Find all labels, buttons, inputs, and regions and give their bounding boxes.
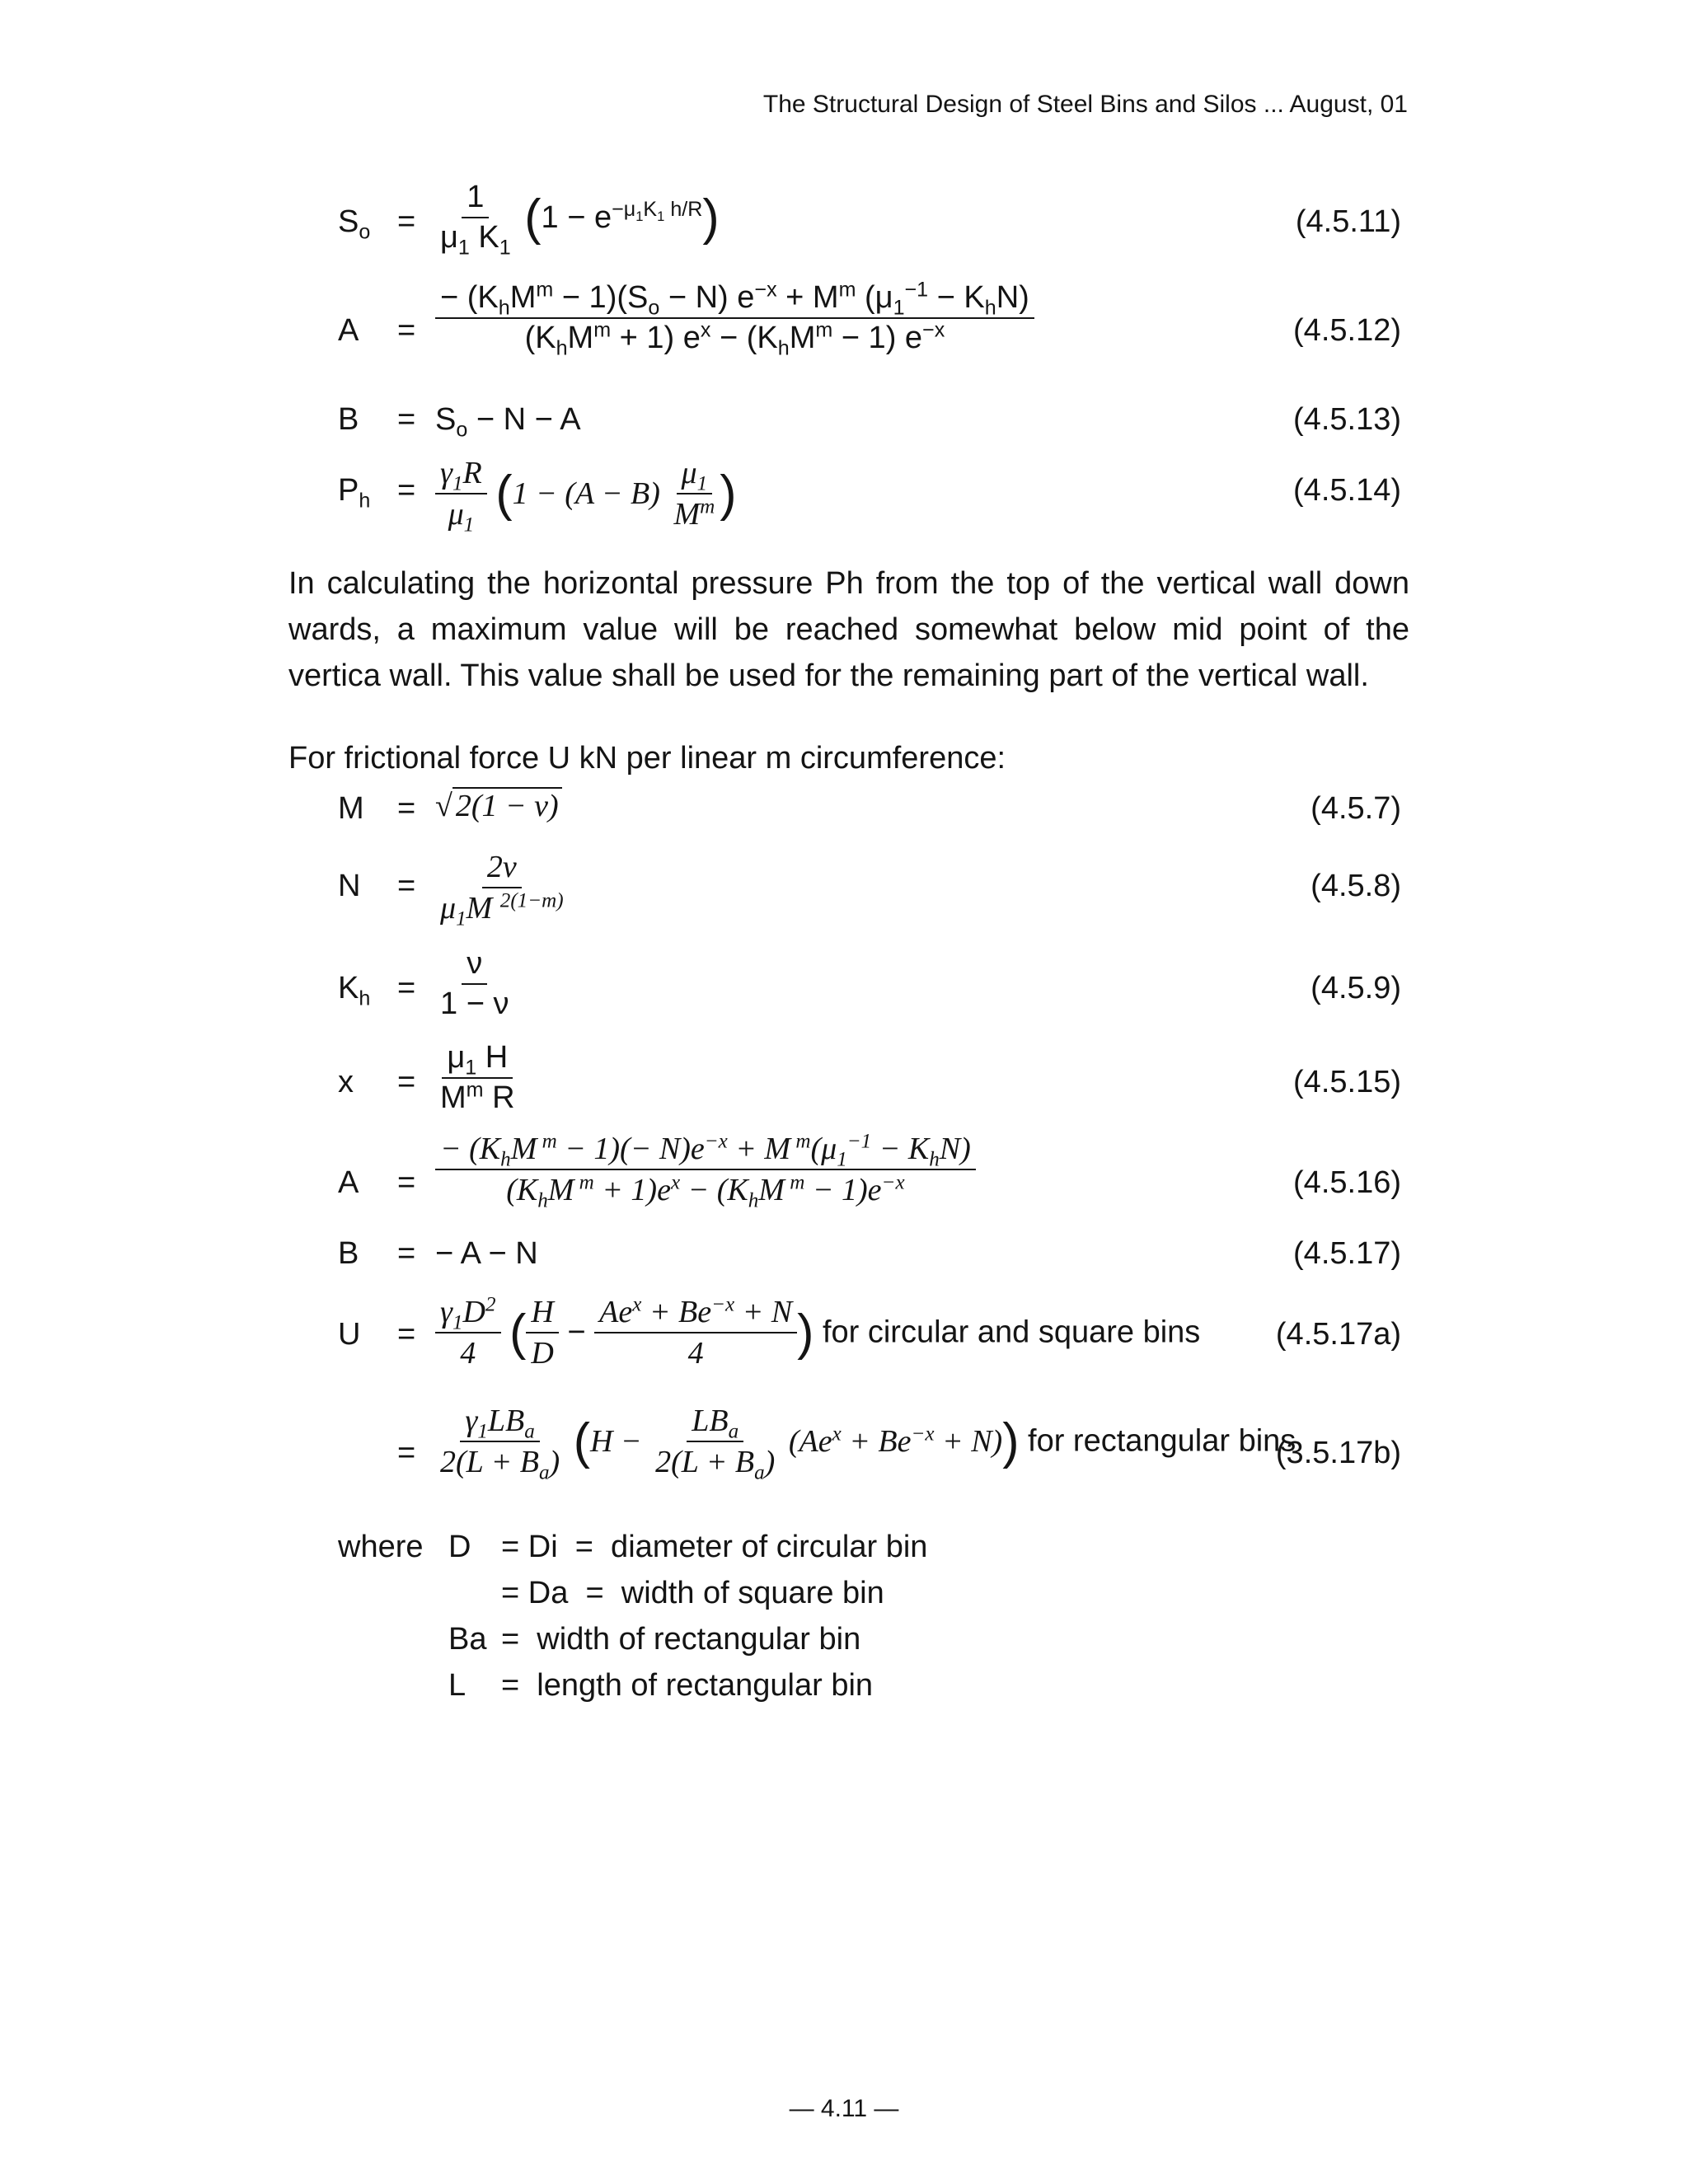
equation-number: (4.5.12): [1293, 313, 1401, 348]
equation-number: (4.5.8): [1311, 869, 1401, 903]
equation-m: [338, 791, 1401, 837]
equation-lhs: A: [338, 313, 359, 348]
equals-sign: =: [397, 1436, 416, 1470]
equation-so: [338, 180, 1401, 270]
equation-number: (4.5.17): [1293, 1236, 1401, 1271]
equals-sign: =: [397, 869, 416, 903]
equation-b: [338, 402, 1401, 443]
where-word: where: [338, 1530, 424, 1564]
equation-lhs: B: [338, 1236, 359, 1271]
equation-rhs: $S_o - N - A$: [435, 402, 581, 442]
equals-sign: =: [397, 473, 416, 508]
where-definition: = width of rectangular bin: [501, 1622, 861, 1657]
equation-rhs: $\frac{2\nu}{\mu_1M ^{2(1-m)}}$: [440, 850, 564, 930]
equation-rhs: $\frac{\nu}{1 - \nu}$: [440, 946, 509, 1021]
equation-x: [338, 1040, 1401, 1131]
where-definition: = Da = width of square bin: [501, 1576, 884, 1610]
equation-number: (4.5.14): [1293, 473, 1401, 508]
equation-lhs: N: [338, 869, 361, 903]
equation-lhs: A: [338, 1165, 359, 1200]
where-symbol: D: [448, 1530, 471, 1564]
equation-n: [338, 849, 1401, 940]
equation-note: for rectangular bins: [1028, 1423, 1296, 1459]
equation-lhs: M: [338, 791, 364, 826]
equation-number: (4.5.17a): [1275, 1317, 1401, 1352]
equation-number: (4.5.11): [1295, 204, 1401, 239]
equation-a-friction: [338, 1131, 1401, 1230]
equation-rhs: − A − N: [435, 1236, 538, 1271]
equation-rhs: $\frac{\gamma_1LB_a}{2(L + B_a)}$ (H − $\frac{LB_a}{2(L + B_a)}$ $(Ae^x + Be^{-x} + N)$) for rectangular bins: [440, 1404, 1296, 1484]
equation-lhs: $P_h$: [338, 473, 371, 513]
equation-lhs: B: [338, 402, 359, 437]
where-symbol: L: [448, 1668, 467, 1703]
equation-number: (4.5.7): [1311, 791, 1401, 826]
equation-number: (4.5.13): [1293, 402, 1401, 437]
equation-rhs: $\frac{\mu_1 H}{M^m R}$: [440, 1040, 515, 1115]
equation-lhs: $K_h$: [338, 971, 371, 1010]
equation-rhs: √ 2(1 − ν): [435, 788, 562, 824]
equation-rhs: $\frac{\gamma_1R}{\mu_1}$ (1 − (A − B) $\frac{\mu_1}{M^m}$ ): [435, 455, 737, 532]
equation-lhs: $S_o$: [338, 204, 371, 244]
equals-sign: =: [397, 1065, 416, 1099]
equation-u-rectangular: [338, 1403, 1401, 1510]
equation-b-friction: [338, 1236, 1401, 1277]
equation-lhs: U: [338, 1317, 361, 1352]
equation-kh: [338, 946, 1401, 1037]
where-definition: = length of rectangular bin: [501, 1668, 874, 1703]
running-header: The Structural Design of Steel Bins and Silos ... August, 01: [762, 91, 1408, 118]
equals-sign: =: [397, 402, 416, 437]
equation-lhs: x: [338, 1065, 354, 1099]
where-symbol: Ba: [448, 1622, 487, 1657]
equals-sign: =: [397, 204, 416, 239]
friction-intro: For frictional force U kN per linear m circumference:: [288, 741, 1006, 776]
equation-number: (4.5.9): [1311, 971, 1401, 1005]
equation-number: (3.5.17b): [1275, 1436, 1401, 1470]
equals-sign: =: [397, 1236, 416, 1271]
body-paragraph: In calculating the horizontal pressure Ph from the top of the vertical wall down wards, a maximum value will be reached somewhat below mid point of the vertica wall. This value shall be used for the remaining part of the vertical wall.: [288, 566, 1409, 693]
equals-sign: =: [397, 791, 416, 826]
equation-u-circular: [338, 1294, 1401, 1393]
equation-rhs: $\frac{1}{\mu_1 K_1}$ $(1 - e^{-\mu_1K_1 h/R})$: [440, 180, 720, 260]
equation-number: (4.5.16): [1293, 1165, 1401, 1200]
equation-number: (4.5.15): [1293, 1065, 1401, 1099]
where-definition: = Di = diameter of circular bin: [501, 1530, 928, 1564]
equation-rhs: $\frac{- (K_hM ^m - 1)(- N)e^{-x} + M ^m(\mu_1^{-1} - K_hN)}{(K_hM ^m + 1)e^x - (K_hM ^m - 1)e^{-x}}$: [435, 1131, 976, 1208]
page-number: — 4.11 —: [789, 2095, 899, 2122]
equation-a: [338, 280, 1401, 379]
equals-sign: =: [397, 1317, 416, 1352]
equation-note: for circular and square bins: [822, 1315, 1201, 1350]
equals-sign: =: [397, 1165, 416, 1200]
equation-rhs: $\frac{- (K_hM^m - 1)(S_o - N) e^{-x} + M^m (\mu_1^{-1} - K_hN)}{(K_hM^m + 1) e^x - (K_hM^m - 1) e^{-x}}$: [435, 280, 1034, 356]
equation-rhs: $\frac{\gamma_1D^2}{4}$ ( $\frac{H}{D}$ − $\frac{Ae^x + Be^{-x} + N}{4}$ ) for circular and square bins: [435, 1294, 1200, 1371]
equals-sign: =: [397, 971, 416, 1005]
equation-ph: [338, 455, 1401, 546]
equals-sign: =: [397, 313, 416, 348]
